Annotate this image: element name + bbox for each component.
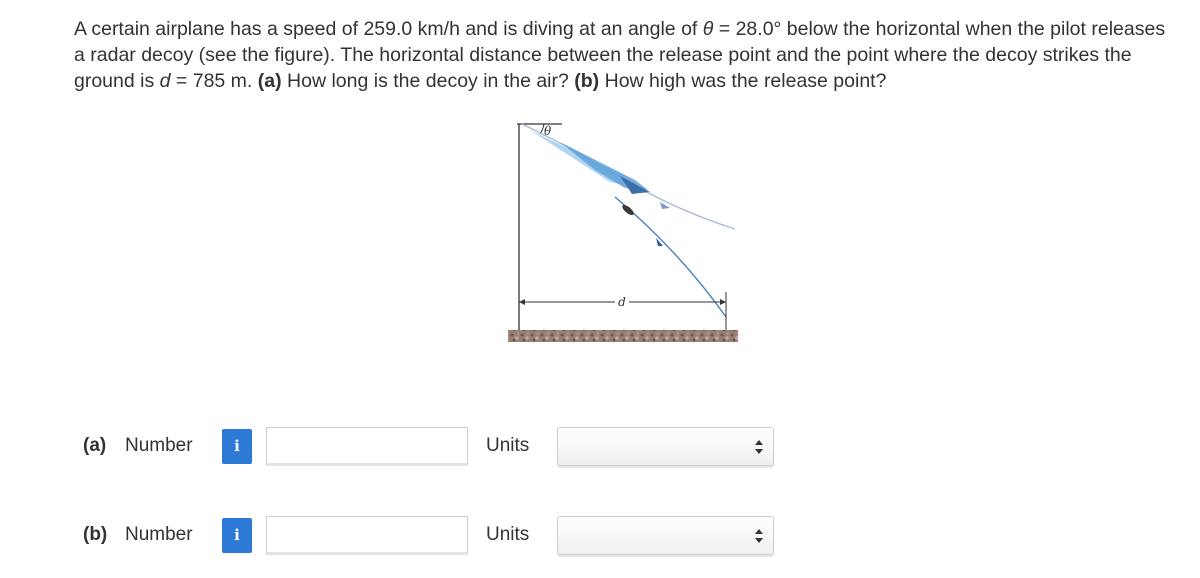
ground [508, 330, 738, 342]
answer-row-b [0, 516, 1200, 556]
number-input-a[interactable] [266, 427, 468, 466]
part-b-question: How high was the release point? [599, 70, 887, 92]
decoy-arrow [656, 238, 663, 246]
info-icon[interactable]: i [222, 518, 252, 553]
decoy-diagram [500, 112, 750, 352]
units-select-a[interactable] [557, 427, 774, 466]
d-arrow-left [519, 299, 525, 305]
problem-statement [74, 16, 1174, 94]
updown-arrows-icon [754, 439, 764, 455]
number-label-a: Number [125, 435, 193, 456]
theta-symbol: θ [702, 18, 714, 40]
theta-label: θ [544, 124, 552, 138]
problem-figure [500, 112, 750, 352]
problem-text-2: = 28.0° below the horizontal when the pilot releases a radar decoy (see the figure). The horizontal distance between the release point and the point where the decoy strikes the ground is [74, 18, 1166, 92]
units-label-b: Units [486, 524, 530, 545]
answer-row-a [0, 427, 1200, 467]
part-a-question: How long is the decoy in the air? [281, 70, 575, 92]
part-a-marker: (a) [257, 70, 282, 92]
d-symbol: d [159, 70, 171, 92]
part-label-b: (b) [83, 524, 108, 545]
radar-decoy [621, 203, 636, 217]
d-arrow-right [720, 299, 726, 305]
problem-text-1: A certain airplane has a speed of 259.0 km/h and is diving at an angle of [74, 18, 703, 40]
problem-text-3: = 785 m. [170, 70, 258, 92]
units-select-b[interactable] [557, 516, 774, 555]
number-label-b: Number [125, 524, 193, 545]
units-label-a: Units [486, 435, 530, 456]
part-label-a: (a) [83, 435, 107, 456]
part-b-marker: (b) [574, 70, 600, 92]
number-input-b[interactable] [266, 516, 468, 555]
info-icon[interactable]: i [222, 429, 252, 464]
plane-body [560, 142, 648, 190]
d-label: d [618, 295, 626, 309]
updown-arrows-icon [754, 528, 764, 544]
